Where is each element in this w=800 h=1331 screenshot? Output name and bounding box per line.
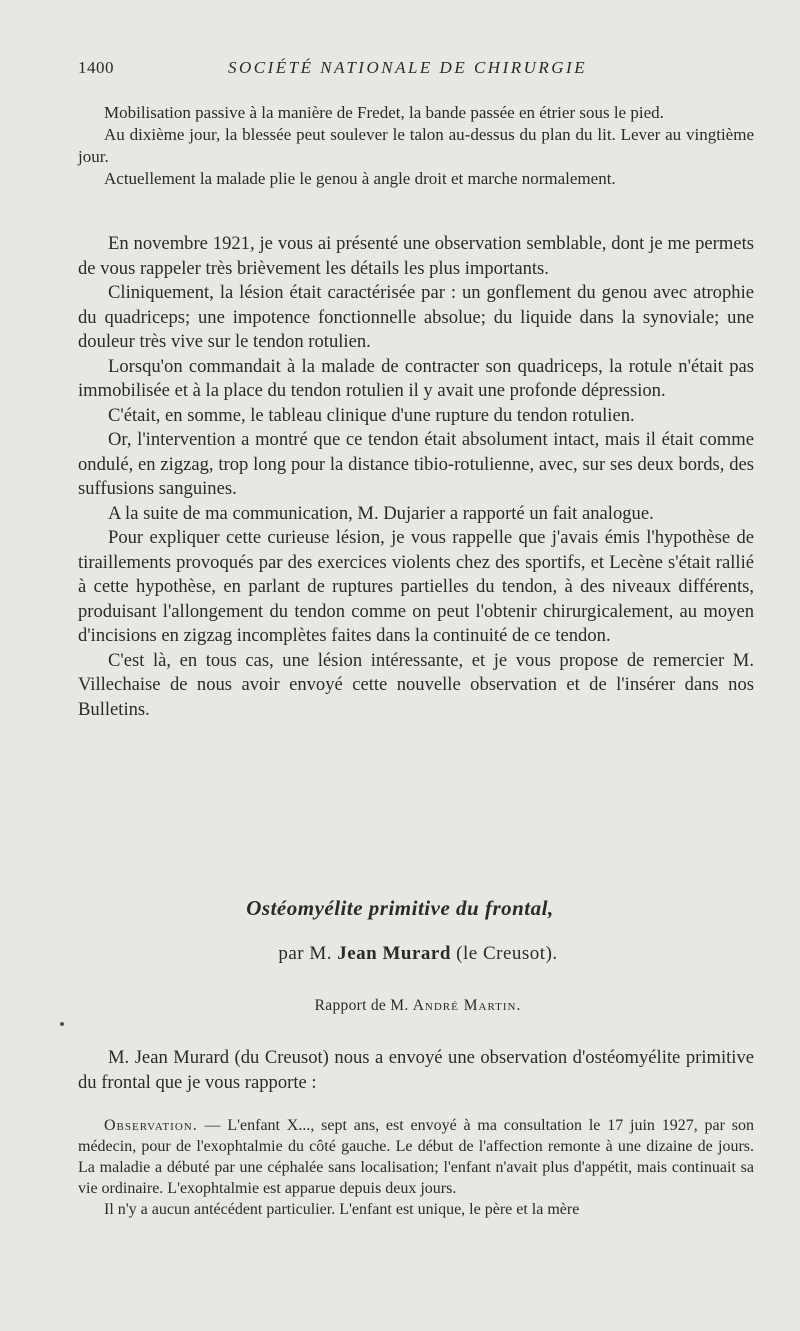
article-title: Ostéomyélite primitive du frontal,: [246, 896, 554, 920]
paragraph: Lorsqu'on commandait à la malade de contracter son quadriceps, la rotule n'était pas immobilisée et à la place du tendon rotulien il y avait une profonde dépression.: [78, 355, 754, 401]
running-title: SOCIÉTÉ NATIONALE DE CHIRURGIE: [228, 58, 588, 77]
paragraph: C'était, en somme, le tableau clinique d'une rupture du tendon rotulien.: [108, 404, 635, 426]
observation-label: Observation.: [104, 1117, 198, 1134]
paragraph: M. Jean Murard (du Creusot) nous a envoyé une observation d'ostéomyélite primitive du frontal que je vous rapporte :: [78, 1047, 754, 1093]
section-mobilisation: [78, 102, 754, 190]
observation-text: — L'enfant X..., sept ans, est envoyé à ma consultation le 17 juin 1927, par son médecin, pour de l'exophtalmie du côté gauche. Le début de l'affection remonte à une dizaine de jours. La maladie a débuté par une céphalée sans localisation; l'enfant n'avait plus d'appétit, mais continuait sa vie ordinaire. L'exophtalmie est apparue depuis deux jours.: [78, 1117, 754, 1197]
author-location: (le Creusot).: [456, 943, 558, 964]
print-speck: [60, 1022, 64, 1026]
paragraph: Or, l'intervention a montré que ce tendon était absolument intact, mais il était comme ondulé, en zigzag, trop long pour la distance tibio-rotulienne, avec, sur ses deux bords, des suffusions sanguines.: [78, 429, 754, 499]
section-discussion: [78, 232, 754, 722]
paragraph: Au dixième jour, la blessée peut soulever le talon au-dessus du plan du lit. Lever au vingtième jour.: [78, 125, 754, 166]
byline: [0, 943, 800, 965]
paragraph: A la suite de ma communication, M. Dujarier a rapporté un fait analogue.: [108, 502, 654, 524]
report-line: [0, 997, 800, 1015]
page-number: 1400: [78, 58, 114, 77]
observation-paragraph: [78, 1115, 754, 1199]
paragraph: Actuellement la malade plie le genou à angle droit et marche normalement.: [104, 169, 616, 188]
author-name: Jean Murard: [337, 943, 451, 964]
report-author: André Martin.: [412, 997, 522, 1014]
byline-prefix: par M.: [278, 943, 332, 964]
paragraph: En novembre 1921, je vous ai présenté une observation semblable, dont je me permets de vous rappeler très brièvement les détails les plus importants.: [78, 233, 754, 279]
paragraph: Cliniquement, la lésion était caractérisée par : un gonflement du genou avec atrophie du quadriceps; une impotence fonctionnelle absolue; du liquide dans la synoviale; une douleur très vive sur le tendon rotulien.: [78, 282, 754, 352]
observation-section: [78, 1115, 754, 1220]
section-intro: [78, 1046, 754, 1095]
report-prefix: Rapport de M.: [314, 997, 409, 1014]
paragraph: C'est là, en tous cas, une lésion intéressante, et je vous propose de remercier M. Villechaise de nous avoir envoyé cette nouvelle observation et de l'insérer dans nos Bulletins.: [78, 649, 754, 720]
paragraph: Mobilisation passive à la manière de Fredet, la bande passée en étrier sous le pied.: [104, 103, 664, 122]
observation-paragraph: Il n'y a aucun antécédent particulier. L'enfant est unique, le père et la mère: [104, 1201, 580, 1218]
paragraph: Pour expliquer cette curieuse lésion, je vous rappelle que j'avais émis l'hypothèse de tiraillements provoqués par des exercices violents chez des sportifs, et Lecène s'était rallié à cette hypothèse, en parlant de ruptures partielles du tendon, à des niveaux différents, produisant l'allongement du tendon comme on peut l'obtenir chirurgicalement, au moyen d'incisions en zigzag incomplètes faites dans la continuité de ce tendon.: [78, 527, 754, 646]
page-header: [78, 58, 758, 82]
